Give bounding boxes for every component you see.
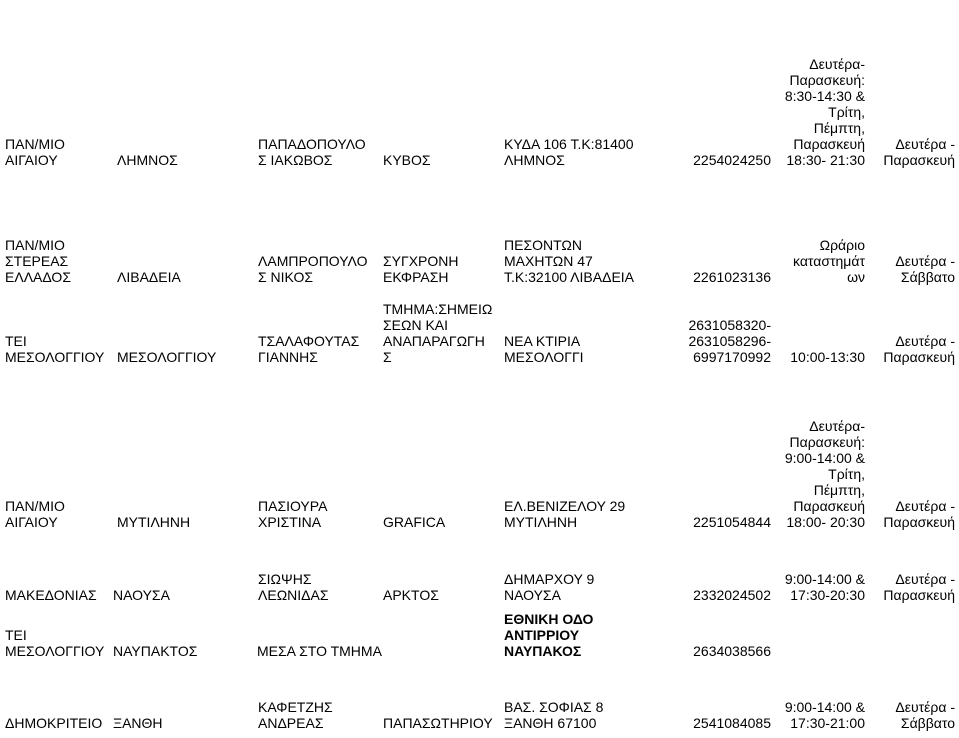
cell-line: ΕΛ.ΒΕΝΙΖΕΛΟΥ 29 [504,498,626,514]
cell-line: 17:30-21:00 [790,715,865,731]
cell-line: ΓΙΑΝΝΗΣ [258,349,318,365]
cell-phone [693,715,771,731]
cell-line: ΜΑΚΕΔΟΝΙΑΣ [5,587,97,603]
cell-line: Δευτέρα- [809,56,865,72]
cell-line: ΑΡΚΤΟΣ [383,587,439,603]
cell-line: ΛΙΒΑΔΕΙΑ [117,269,181,285]
cell-line: Σ [383,349,392,365]
cell-line: Δευτέρα - [895,571,955,587]
cell-line: ΞΑΝΘΗ 67100 [504,715,597,731]
cell-line: ΣΥΓΧΡΟΝΗ [383,253,459,269]
cell-line: Σ ΙΑΚΩΒΟΣ [258,152,333,168]
cell-line: ΚΥΒΟΣ [383,152,431,168]
cell-line: Παρασκευή [793,136,865,152]
cell-line: ων [847,269,865,285]
cell-line: Πέμπτη, [813,482,865,498]
cell-line: 2332024502 [693,587,771,603]
cell-line: ΒΑΣ. ΣΟΦΙΑΣ 8 [504,699,604,715]
cell-line: ΛΕΩΝΙΔΑΣ [258,587,329,603]
cell-line: 18:30- 21:30 [786,152,865,168]
cell-line: ΜΕΣΟΛΟΓΓΙ [504,349,584,365]
cell-line: Δευτέρα - [895,253,955,269]
cell-line: Παρασκευή [883,514,955,530]
cell-line: Παρασκευή [883,587,955,603]
cell-line: 9:00-14:00 & [784,699,865,715]
cell-line: ΑΝΑΠΑΡΑΓΩΓΗ [383,333,485,349]
cell-line: Παρασκευή [793,498,865,514]
cell-line: 2254024250 [693,152,771,168]
cell-line: ΠΑΠΑΔΟΠΟΥΛΟ [258,136,366,152]
cell-hours [785,699,865,731]
cell-shop [383,715,493,731]
cell-line: ΝΑΟΥΣΑ [504,587,561,603]
cell-line: ΜΕΣΟΛΟΓΓΙΟΥ [117,349,217,365]
cell-line: ΚΥΔΑ 106 Τ.Κ:81400 [504,136,634,152]
cell-line: 2541084085 [693,715,771,731]
cell-line: 9:00-14:00 & [784,450,865,466]
cell-line: 18:00- 20:30 [786,514,865,530]
cell-line: ΜΥΤΙΛΗΝΗ [504,514,578,530]
cell-line: ΠΑΝ/ΜΙΟ [5,237,65,253]
cell-line: 10:00-13:30 [790,349,865,365]
cell-city [113,715,163,731]
cell-line: ΠΑΣΙΟΥΡΑ [258,498,328,514]
cell-line: Δευτέρα - [895,333,955,349]
cell-line: ΚΑΦΕΤΖΗΣ [258,699,333,715]
cell-line: ΤΕΙ [5,333,27,349]
cell-line: ΜΕΣΟΛΟΓΓΙΟΥ [5,643,105,659]
cell-line: ΑΙΓΑΙΟΥ [5,514,58,530]
cell-line: ΛΑΜΠΡΟΠΟΥΛΟ [258,253,368,269]
cell-line: 2634038566 [693,643,771,659]
cell-line: Πέμπτη, [813,120,865,136]
cell-line: 2261023136 [693,269,771,285]
cell-line: ΜΥΤΙΛΗΝΗ [117,514,191,530]
cell-line: ΝΑΥΠΑΚΟΣ [504,643,582,659]
cell-line: 2631058320- [688,317,771,333]
cell-line: 8:30-14:30 & [784,88,865,104]
cell-line: ΤΜΗΜΑ:ΣΗΜΕΙΩ [383,301,493,317]
cell-line: ΣΕΩΝ ΚΑΙ [383,317,449,333]
cell-line: 6997170992 [693,349,771,365]
cell-line: ΕΛΛΑΔΟΣ [5,269,71,285]
cell-line: 2631058296- [688,333,771,349]
cell-line: ΔΗΜΟΚΡΙΤΕΙΟ [5,715,103,731]
cell-line: ΛΗΜΝΟΣ [117,152,178,168]
cell-line: ΣΙΩΨΗΣ [258,571,312,587]
cell-line: Δευτέρα- [809,418,865,434]
cell-line: ΧΡΙΣΤΙΝΑ [258,514,322,530]
cell-line: ΑΝΔΡΕΑΣ [258,715,324,731]
cell-line: 9:00-14:00 & [784,571,865,587]
cell-line: Σάββατο [900,269,955,285]
cell-line: ΞΑΝΘΗ [113,715,163,731]
cell-line: Τρίτη, [828,466,865,482]
cell-name [258,699,333,731]
cell-line: Τ.Κ:32100 ΛΙΒΑΔΕΙΑ [504,269,635,285]
cell-addr [504,699,603,731]
cell-line: Παρασκευή [883,349,955,365]
cell-line: ΠΑΠΑΣΩΤΗΡΙΟΥ [383,715,493,731]
cell-inst [5,715,102,731]
cell-line: ΠΑΝ/ΜΙΟ [5,136,65,152]
cell-line: ΜΑΧΗΤΩΝ 47 [504,253,593,269]
cell-line: ΕΘΝΙΚΗ ΟΔΟ [504,611,594,627]
cell-line: ΠΕΣΟΝΤΩΝ [504,237,582,253]
cell-line: ΝΑΥΠΑΚΤΟΣ [113,643,198,659]
cell-days [895,699,955,731]
cell-line: ΑΝΤΙΡΡΙΟΥ [504,627,580,643]
cell-line: Σ ΝΙΚΟΣ [258,269,313,285]
cell-line: GRAFICA [383,514,446,530]
cell-line: Δευτέρα - [895,136,955,152]
cell-line: ΕΚΦΡΑΣΗ [383,269,449,285]
cell-line: Σάββατο [900,715,955,731]
cell-line: ΑΙΓΑΙΟΥ [5,152,58,168]
cell-line: καταστημάτ [793,253,865,269]
cell-line: Παρασκευή [883,152,955,168]
cell-line: ΜΕΣΟΛΟΓΓΙΟΥ [5,349,105,365]
cell-line: ΔΗΜΑΡΧΟΥ 9 [504,571,595,587]
cell-line: ΤΕΙ [5,627,27,643]
cell-line: ΛΗΜΝΟΣ [504,152,565,168]
cell-line: ΜΕΣΑ ΣΤΟ ΤΜΗΜΑ [257,643,382,659]
cell-line: ΝΑΟΥΣΑ [113,587,170,603]
cell-line: Δευτέρα - [895,498,955,514]
cell-line: Δευτέρα - [895,699,955,715]
cell-line: ΠΑΝ/ΜΙΟ [5,498,65,514]
cell-line: ΝΕΑ ΚΤΙΡΙΑ [504,333,581,349]
cell-line: ΤΣΑΛΑΦΟΥΤΑΣ [258,333,360,349]
cell-line: Τρίτη, [828,104,865,120]
cell-line: Παρασκευή: [789,72,865,88]
cell-line: 17:30-20:30 [790,587,865,603]
cell-line: Ωράριο [819,237,865,253]
cell-line: ΣΤΕΡΕΑΣ [5,253,69,269]
cell-line: 2251054844 [693,514,771,530]
cell-line: Παρασκευή: [789,434,865,450]
